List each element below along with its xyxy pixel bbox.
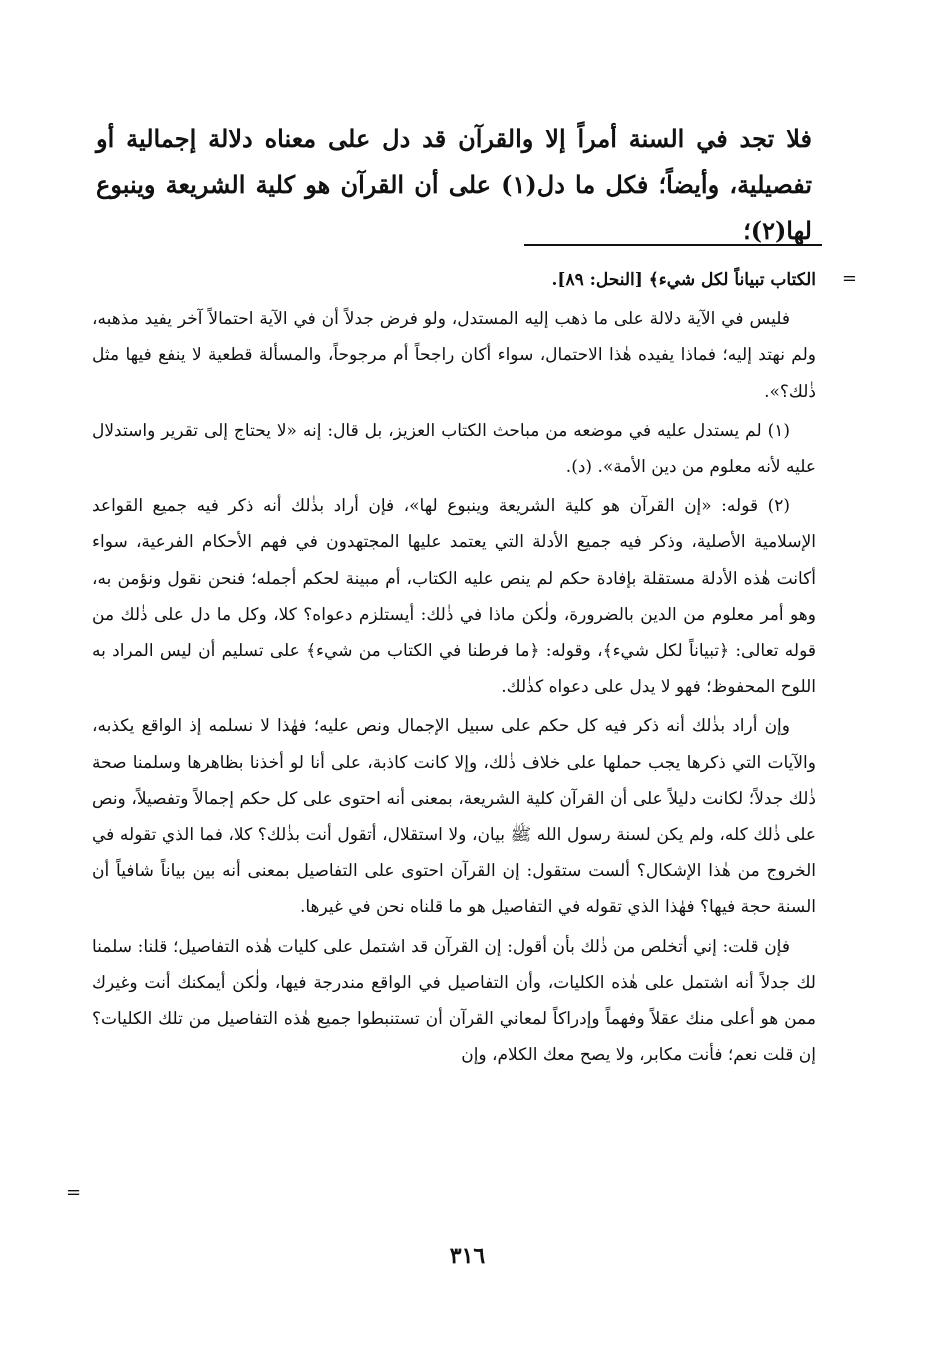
footnote-continued-line: الكتاب تبياناً لكل شيء﴾ [النحل: ٨٩]. bbox=[551, 270, 816, 290]
footnote-2-paragraph-1: (٢) قوله: «إن القرآن هو كلية الشريعة وينبوع لها»، فإن أراد بذٰلك أنه ذكر فيه جميع القواعد الإسلامية الأصلية، وذكر فيه جميع الأدلة التي يعتمد عليها المجتهدون في فهم الأحكام الفرعية، سواء أكانت هٰذه الأدلة مستقلة بإفادة حكم لم ينص عليه الكتاب، أم مبينة لحكم أجمله؛ فنحن نقول ونؤمن به، وهو أمر معلوم من الدين بالضرورة، ولٰكن ماذا في ذٰلك: أيستلزم دعواه؟ كلا، وكل ما دل على ذٰلك من قوله تعالى: ﴿تبياناً لكل شيء﴾، وقوله: ﴿ما فرطنا في الكتاب من شيء﴾ على تسليم أن ليس المراد به اللوح المحفوظ؛ فهو لا يدل على دعواه كذٰلك. bbox=[92, 496, 816, 698]
footnote-separator bbox=[524, 244, 822, 246]
footnotes-section bbox=[92, 262, 816, 1076]
footnote-2-paragraph-3: فإن قلت: إني أتخلص من ذٰلك بأن أقول: إن القرآن قد اشتمل على كليات هٰذه التفاصيل؛ قلنا: سلمنا لك جدلاً أنه اشتمل على هٰذه الكليات، وأن التفاصيل في الواقع مندرجة فيها، ولٰكن أيمكنك أنت وغيرك ممن هو أعلى منك عقلاً وفهماً وإدراكاً لمعاني القرآن أن تستنبطوا جميع هٰذه التفاصيل من تلك الكليات؟ إن قلت نعم؛ فأنت مكابر، ولا يصح معك الكلام، وإن bbox=[92, 936, 816, 1066]
footnote-1: (١) لم يستدل عليه في موضعه من مباحث الكتاب العزيز، بل قال: إنه «لا يحتاج إلى تقرير واستدلال عليه لأنه معلوم من دين الأمة». (د). bbox=[92, 420, 816, 478]
page-number: ٣١٦ bbox=[449, 1243, 486, 1269]
footnote-continued-paragraph: فليس في الآية دلالة على ما ذهب إليه المستدل، ولو فرض جدلاً أن في الآية احتمالاً آخر يفيد مذهبه، ولم نهتد إليه؛ فماذا يفيده هٰذا الاحتمال، سواء أكان راجحاً أم مرجوحاً، والمسألة قطعية لا ينفع فيها مثل ذٰلك؟». bbox=[92, 309, 816, 402]
footnote-2-paragraph-2: وإن أراد بذٰلك أنه ذكر فيه كل حكم على سبيل الإجمال ونص عليه؛ فهٰذا لا نسلمه إذ الواقع يكذبه، والآيات التي ذكرها يجب حملها على خلاف ذٰلك، وإلا كانت كاذبة، على أنا لو أخذنا بظاهرها وسلمنا صحة ذٰلك جدلاً؛ لكانت دليلاً على أن القرآن كلية الشريعة، بمعنى أنه احتوى على كل حكم إجمالاً وتفصيلاً، ونص على ذٰلك كله، ولم يكن لسنة رسول الله ﷺ بيان، ولا استقلال، أتقول أنت بذٰلك؟ كلا، فما الذي تقوله في الخروج من هٰذا الإشكال؟ ألست ستقول: إن القرآن احتوى على التفاصيل بمعنى أنه بين بياناً شافياً أن السنة حجة فيها؟ فهٰذا الذي تقوله في التفاصيل هو ما قلناه نحن في غيرها. bbox=[92, 716, 816, 918]
continuation-mark-bottom: = bbox=[66, 1182, 82, 1203]
main-text-paragraph: فلا تجد في السنة أمراً إلا والقرآن قد دل على معناه دلالة إجمالية أو تفصيلية، وأيضاً؛ فكل ما دل(١) على أن القرآن هو كلية الشريعة وينبوع لها(٢)؛ bbox=[96, 124, 812, 245]
continuation-mark-top: = bbox=[841, 268, 857, 289]
